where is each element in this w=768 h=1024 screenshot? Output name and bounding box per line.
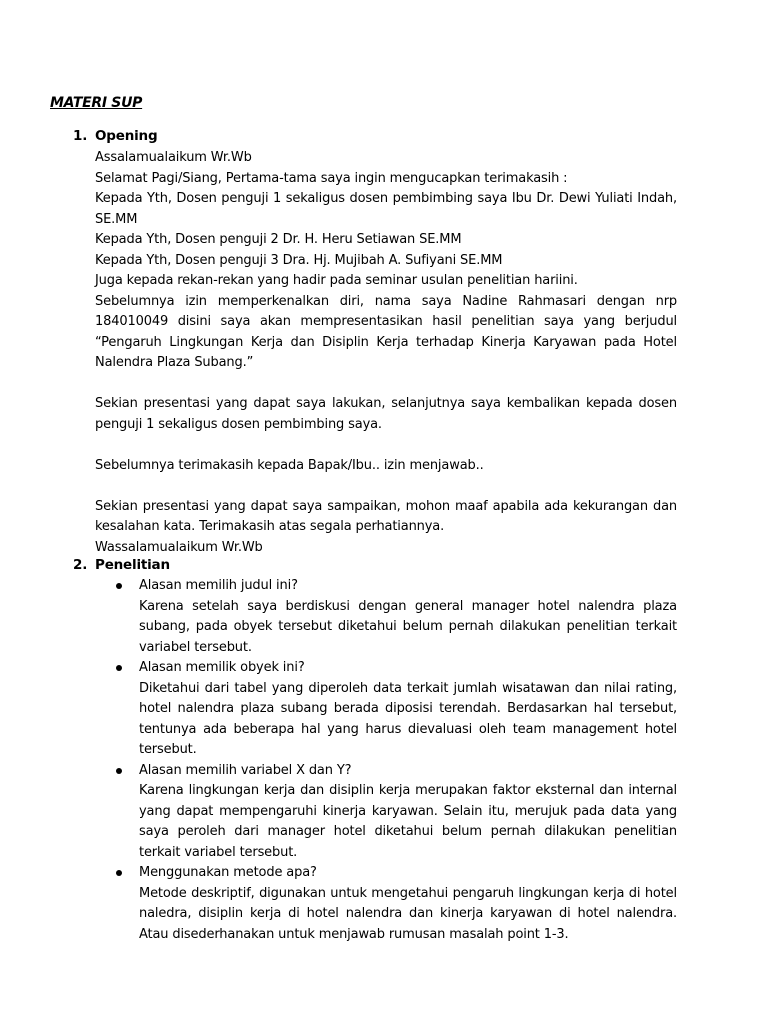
list-item [95, 658, 677, 761]
paragraph-spacer [95, 374, 677, 395]
bullet-icon [116, 583, 122, 589]
bullet-icon [116, 665, 122, 671]
paragraph: Kepada Yth, Dosen penguji 3 Dra. Hj. Mujibah A. Sufiyani SE.MM [95, 252, 503, 268]
paragraph: Wassalamualaikum Wr.Wb [95, 539, 263, 555]
paragraph: Kepada Yth, Dosen penguji 1 sekaligus dosen pembimbing saya Ibu Dr. Dewi Yuliati Indah, SE.MM [95, 191, 677, 227]
section-number: 2. [73, 557, 88, 573]
list-item [95, 863, 677, 945]
penelitian-list [95, 576, 677, 945]
list-item-question: Alasan memilih variabel X dan Y? [139, 762, 352, 778]
section-heading-penelitian [73, 557, 170, 573]
paragraph: Juga kepada rekan-rekan yang hadir pada seminar usulan penelitian hariini. [95, 273, 578, 288]
section-number: 1. [73, 128, 88, 144]
list-item-answer: Karena lingkungan kerja dan disiplin kerja merupakan faktor eksternal dan internal yang dapat mempengaruhi kinerja karyawan. Selain itu, merujuk pada data yang saya peroleh dari manager hotel diketahui belum pernah dilakukan penelitian terkait variabel tersebut. [139, 783, 677, 860]
list-item-answer: Metode deskriptif, digunakan untuk mengetahui pengaruh lingkungan kerja di hotel naledra, disiplin kerja di hotel nalendra dan kinerja karyawan di hotel nalendra. Atau disederhanakan untuk menjawab rumusan masalah point 1-3. [139, 885, 677, 942]
paragraph: Sekian presentasi yang dapat saya sampaikan, mohon maaf apabila ada kekurangan dan kesalahan kata. Terimakasih atas segala perhatiannya. [95, 498, 677, 534]
paragraph: Sebelumnya terimakasih kepada Bapak/Ibu.. izin menjawab.. [95, 457, 484, 473]
list-item-answer: Diketahui dari tabel yang diperoleh data terkait jumlah wisatawan dan nilai rating, hotel nalendra plaza subang berada diposisi terendah. Berdasarkan hal tersebut, tentunya ada beberapa hal yang harus dievaluasi oleh team management hotel tersebut. [139, 680, 677, 757]
section-heading-opening [73, 128, 157, 144]
bullet-icon [116, 768, 122, 774]
paragraph: Assalamualaikum Wr.Wb [95, 150, 252, 165]
paragraph: Kepada Yth, Dosen penguji 2 Dr. H. Heru Setiawan SE.MM [95, 232, 462, 247]
list-item [95, 761, 677, 864]
section-title: Penelitian [95, 557, 170, 573]
list-item-answer: Karena setelah saya berdiskusi dengan general manager hotel nalendra plaza subang, pada obyek tersebut diketahui belum pernah dilakukan penelitian terkait variabel tersebut. [139, 598, 677, 655]
paragraph: Sebelumnya izin memperkenalkan diri, nama saya Nadine Rahmasari dengan nrp 184010049 disini saya akan mempresentasikan hasil penelitian saya yang berjudul “Pengaruh Lingkungan Kerja dan Disiplin Kerja terhadap Kinerja Karyawan pada Hotel Nalendra Plaza Subang.” [95, 293, 677, 370]
paragraph-spacer [95, 476, 677, 497]
opening-body [95, 148, 677, 558]
paragraph-spacer [95, 435, 677, 456]
document-title: MATERI SUP [50, 95, 143, 111]
section-title: Opening [95, 128, 158, 144]
bullet-icon [116, 870, 122, 876]
list-item-question: Menggunakan metode apa? [139, 865, 317, 880]
list-item-question: Alasan memilik obyek ini? [139, 660, 305, 675]
list-item-question: Alasan memilih judul ini? [139, 578, 298, 593]
paragraph: Sekian presentasi yang dapat saya lakukan, selanjutnya saya kembalikan kepada dosen penguji 1 sekaligus dosen pembimbing saya. [95, 396, 677, 432]
list-item [95, 576, 677, 658]
paragraph: Selamat Pagi/Siang, Pertama-tama saya ingin mengucapkan terimakasih : [95, 170, 568, 186]
